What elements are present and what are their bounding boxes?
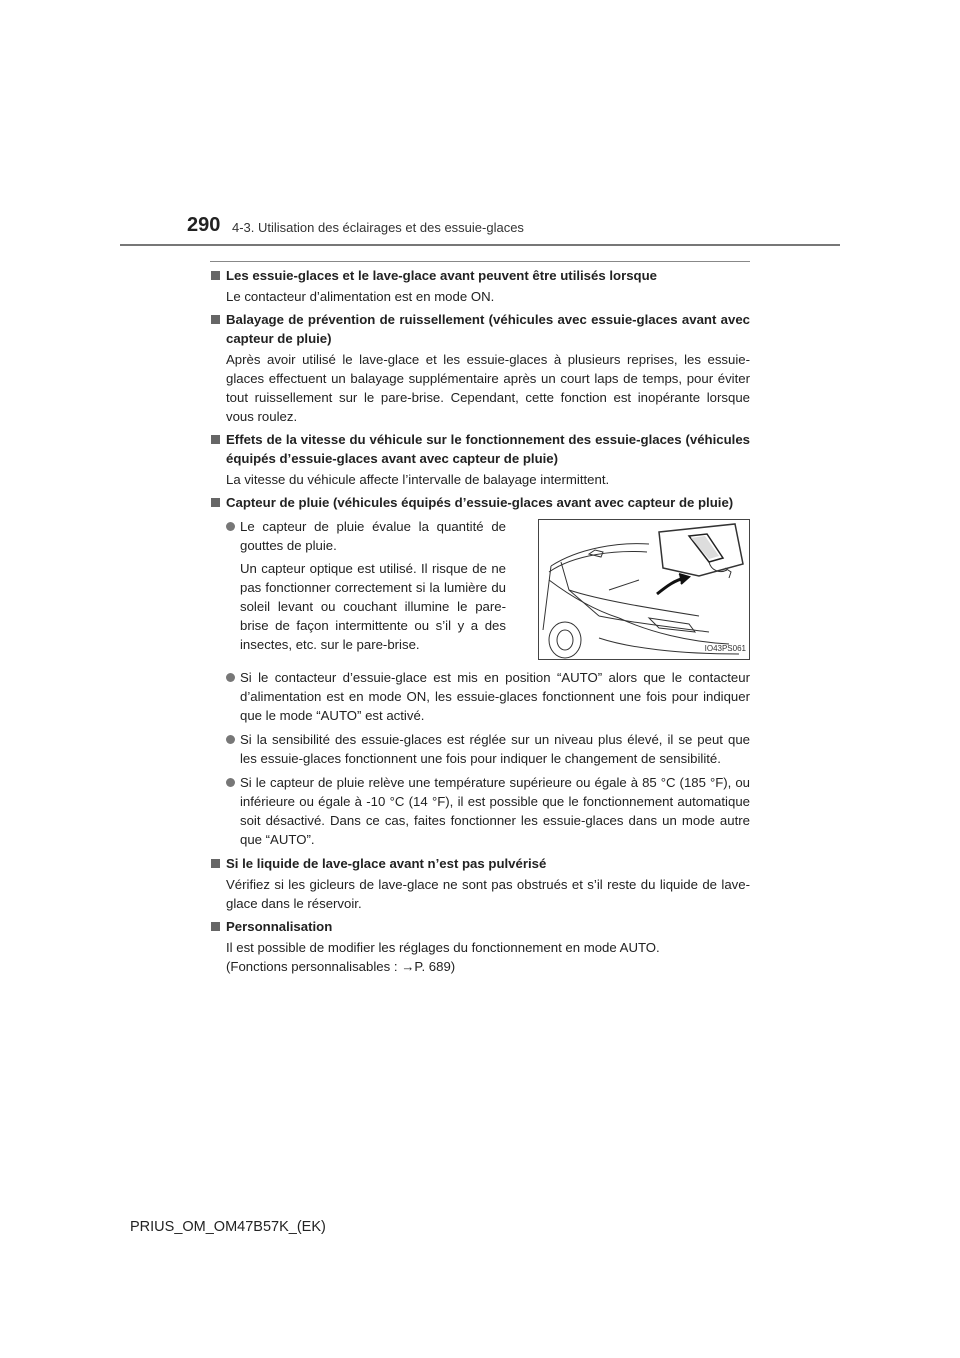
- section-heading: Balayage de prévention de ruissellement (véhicules avec essuie-glaces avant avec capteur de pluie): [210, 310, 750, 348]
- square-bullet-icon: [211, 498, 220, 507]
- section-body: Le contacteur d’alimentation est en mode ON.: [226, 289, 495, 304]
- content: [210, 264, 750, 980]
- section-heading: Effets de la vitesse du véhicule sur le fonctionnement des essuie-glaces (véhicules équipés d’essuie-glaces avant avec capteur de pluie): [210, 430, 750, 468]
- rain-sensor-illustration: [538, 519, 750, 660]
- square-bullet-icon: [211, 922, 220, 931]
- figure-row: [210, 517, 750, 660]
- section-body: Il est possible de modifier les réglages du fonctionnement en mode AUTO.: [226, 940, 660, 955]
- section-body: Vérifiez si les gicleurs de lave-glace ne sont pas obstrués et s’il reste du liquide de lave-glace dans le réservoir.: [226, 877, 750, 911]
- bullet-subtext: Un capteur optique est utilisé. Il risque de ne pas fonctionner correctement si la lumière du soleil levant ou couchant illumine le pare-brise de façon intermittente ou s’il y a des insectes, etc. sur le pare-brise.: [240, 561, 506, 652]
- list-item: Si la sensibilité des essuie-glaces est réglée sur un niveau plus élevé, il se peut que les essuie-glaces fonctionnent une fois pour indiquer le changement de sensibilité.: [210, 730, 750, 768]
- document-code: PRIUS_OM_OM47B57K_(EK): [130, 1219, 326, 1235]
- round-bullet-icon: [226, 735, 235, 744]
- square-bullet-icon: [211, 271, 220, 280]
- section-heading: Si le liquide de lave-glace avant n’est pas pulvérisé: [210, 854, 750, 873]
- section-heading: Les essuie-glaces et le lave-glace avant peuvent être utilisés lorsque: [210, 266, 750, 285]
- section-body: Après avoir utilisé le lave-glace et les essuie-glaces à plusieurs reprises, les essuie-glaces effectuent un balayage supplémentaire après un court laps de temps, pour éviter tout ruissellement sur le pare-brise. Cependant, cette fonction est inopérante lorsque vous roulez.: [226, 352, 750, 424]
- square-bullet-icon: [211, 315, 220, 324]
- round-bullet-icon: [226, 673, 235, 682]
- list-item: [210, 517, 506, 654]
- figure-code: IO43PS061: [704, 644, 746, 653]
- section-heading: Capteur de pluie (véhicules équipés d’essuie-glaces avant avec capteur de pluie): [210, 493, 750, 512]
- cross-reference: (Fonctions personnalisables : →P. 689): [226, 959, 456, 974]
- section-body: La vitesse du véhicule affecte l’intervalle de balayage intermittent.: [226, 472, 610, 487]
- list-item: Si le capteur de pluie relève une température supérieure ou égale à 85 °C (185 °F), ou inférieure ou égale à -10 °C (14 °F), il est possible que le fonctionnement automatique soit désactivé. Dans ce cas, faites fonctionner les essuie-glaces dans un mode autre que “AUTO”.: [210, 773, 750, 849]
- section-heading: Personnalisation: [210, 917, 750, 936]
- section-title: 4-3. Utilisation des éclairages et des essuie-glaces: [232, 220, 524, 235]
- header-divider: [120, 244, 840, 246]
- square-bullet-icon: [211, 435, 220, 444]
- list-item: Si le contacteur d’essuie-glace est mis en position “AUTO” alors que le contacteur d’alimentation est en mode ON, les essuie-glaces fonctionnent une fois pour indiquer que le mode “AUTO” est activé.: [210, 668, 750, 725]
- bullet-text: Le capteur de pluie évalue la quantité de gouttes de pluie.: [240, 519, 506, 553]
- square-bullet-icon: [211, 859, 220, 868]
- round-bullet-icon: [226, 778, 235, 787]
- content-divider: [210, 261, 750, 262]
- round-bullet-icon: [226, 522, 235, 531]
- page-number: 290: [187, 214, 221, 236]
